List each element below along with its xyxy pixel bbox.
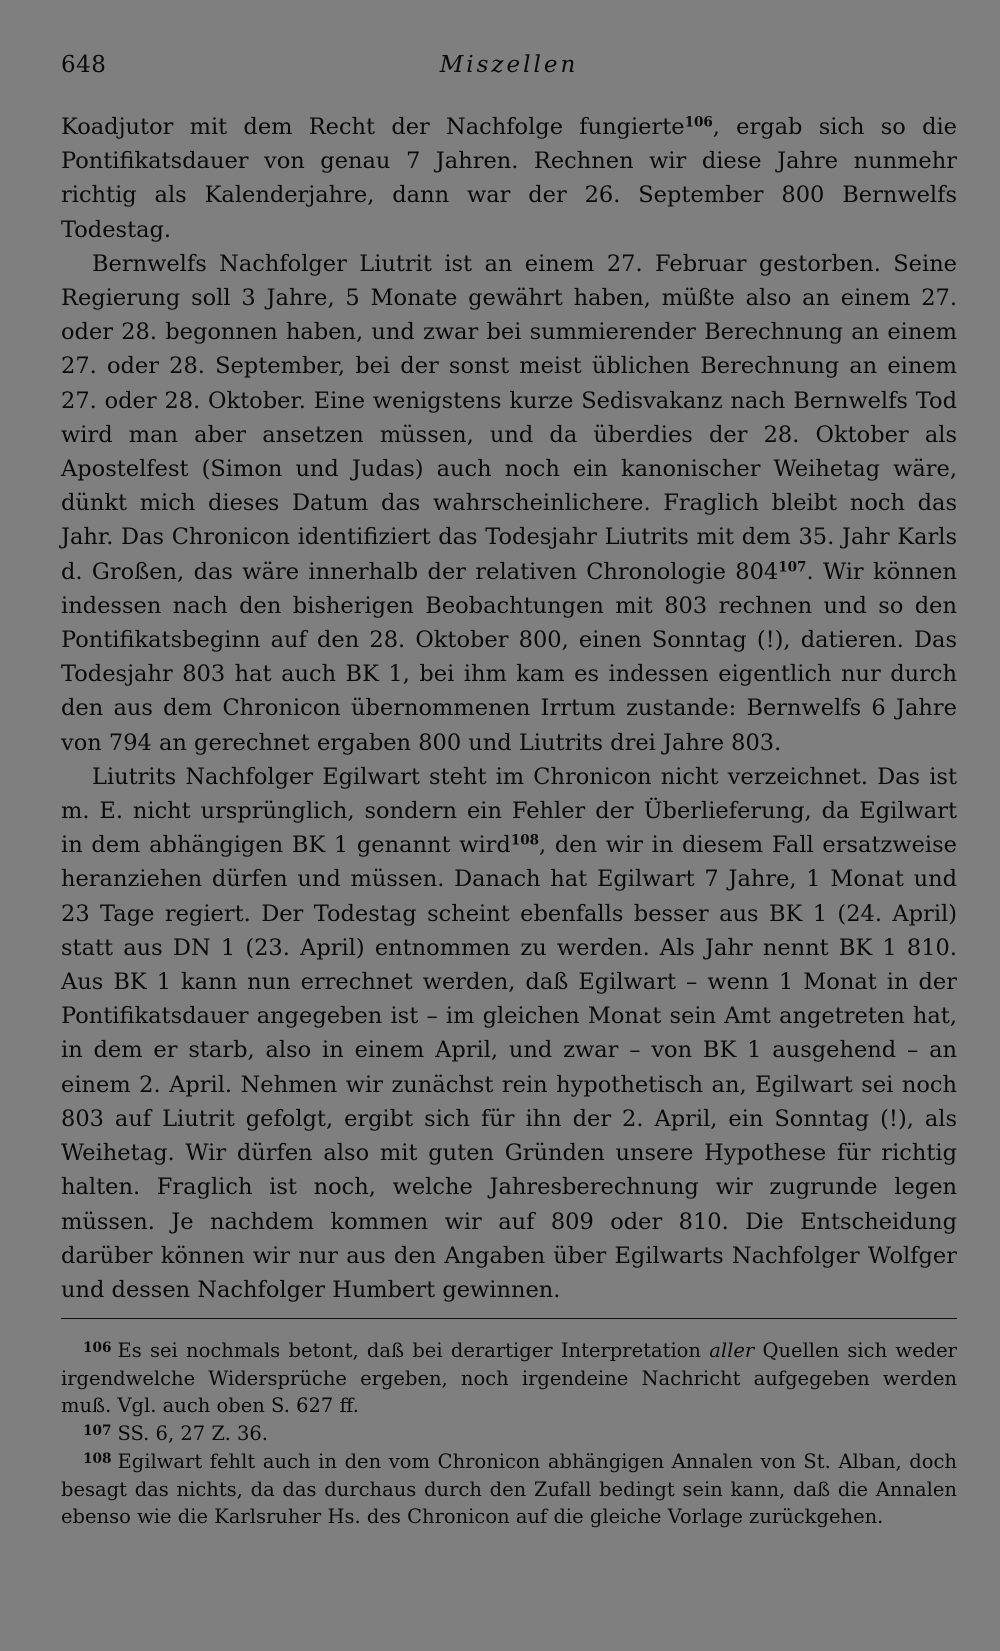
page-header: [61, 46, 957, 86]
footnote-number: 106: [83, 1340, 112, 1357]
text-run: , den wir in diesem Fall ersatzweise heranziehen dürfen und müssen. Danach hat Egilwart 7 Jahre, 1 Monat und 23 Tage regiert. Der Todestag scheint ebenfalls besser aus BK 1 (24. April) statt aus DN 1 (23. April) entnommen zu werden. Als Jahr nennt BK 1 810. Aus BK 1 kann nun errechnet werden, daß Egilwart – wenn 1 Monat in der Pontifikatsdauer angegeben ist – im gleichen Monat sein Amt angetreten hat, in dem er starb, also in einem April, und zwar – von BK 1 ausgehend – an einem 2. April. Nehmen wir zunächst rein hypothetisch an, Egilwart sei noch 803 auf Liutrit gefolgt, ergibt sich für ihn der 2. April, ein Sonntag (!), als Weihetag. Wir dürfen also mit guten Gründen unsere Hypothese für richtig halten. Fraglich ist noch, welche Jahresberechnung wir zugrunde legen müssen. Je nachdem kommen wir auf 809 oder 810. Die Entscheidung darüber können wir nur aus den Angaben über Egilwarts Nachfolger Wolfger und dessen Nachfolger Humbert gewinnen.: [61, 832, 957, 1303]
footnote: [61, 1448, 957, 1531]
footnote-reference: 108: [510, 832, 540, 849]
footnote-number: 108: [83, 1451, 112, 1468]
footnote-divider: [61, 1318, 957, 1319]
paragraph: [61, 110, 957, 247]
paragraph: [61, 247, 957, 760]
text-run: SS. 6, 27 Z. 36.: [117, 1422, 268, 1446]
footnote-reference: 107: [778, 559, 807, 576]
footnote-reference: 106: [684, 114, 713, 131]
text-run: , ergab sich so die Pontifikatsdauer von genau 7 Jahren. Rechnen wir diese Jahre nunmehr richtig als Kalenderjahre, dann war der 26. September 800 Bernwelfs Todestag.: [61, 114, 957, 243]
text-run: Egilwart fehlt auch in den vom Chronicon abhängigen Annalen von St. Alban, doch besagt das nichts, da das durchaus durch den Zufall bedingt sein kann, daß die Annalen ebenso wie die Karlsruher Hs. des Chronicon auf die gleiche Vorlage zurückgehen.: [61, 1449, 957, 1529]
paragraph: [61, 760, 957, 1307]
footnote: [61, 1337, 957, 1420]
text-run: Liutrits Nachfolger Egilwart steht im Chronicon nicht verzeichnet. Das ist m. E. nicht ursprünglich, sondern ein Fehler der Überlieferung, da Egilwart in dem abhängigen BK 1 genannt wird: [61, 763, 957, 859]
text-run: Es sei nochmals betont, daß bei derartiger Interpretation: [117, 1339, 710, 1362]
running-title: Miszellen: [439, 52, 579, 78]
footnote: [61, 1420, 957, 1448]
text-run: Bernwelfs Nachfolger Liutrit ist an einem 27. Februar gestorben. Seine Regierung soll 3 Jahre, 5 Monate gewährt haben, müßte also an einem 27. oder 28. begonnen haben, und zwar bei summierender Berechnung an einem 27. oder 28. September, bei der sonst meist üblichen Berechnung an einem 27. oder 28. Oktober. Eine wenigstens kurze Sedisvakanz nach Bernwelfs Tod wird man aber ansetzen müssen, und da überdies der 28. Oktober als Apostelfest (Simon und Judas) auch noch ein kanonischer Weihetag wäre, dünkt mich dieses Datum das wahrscheinlichere. Fraglich bleibt noch das Jahr. Das Chronicon identifiziert das Todesjahr Liutrits mit dem 35. Jahr Karls d. Großen, das wäre innerhalb der relativen Chronologie 804: [61, 250, 957, 585]
text-run: . Wir können indessen nach den bisherigen Beobachtungen mit 803 rechnen und so den Pontifikatsbeginn auf den 28. Oktober 800, einen Sonntag (!), datieren. Das Todesjahr 803 hat auch BK 1, bei ihm kam es indessen eigentlich nur durch den aus dem Chronicon übernommenen Irrtum zustande: Bernwelfs 6 Jahre von 794 an gerechnet ergaben 800 und Liutrits drei Jahre 803.: [61, 558, 957, 756]
footnote-number: 107: [83, 1423, 112, 1440]
emphasized-text: aller: [709, 1339, 755, 1362]
main-text: [61, 110, 957, 1307]
text-run: Koadjutor mit dem Recht der Nachfolge fungierte: [61, 114, 685, 140]
page-number: 648: [61, 52, 107, 78]
text-run: Quellen sich weder irgendwelche Widersprüche ergeben, noch irgendeine Nachricht aufgegeben werden muß. Vgl. auch oben S. 627 ff.: [61, 1339, 957, 1418]
footnotes: [61, 1337, 957, 1531]
